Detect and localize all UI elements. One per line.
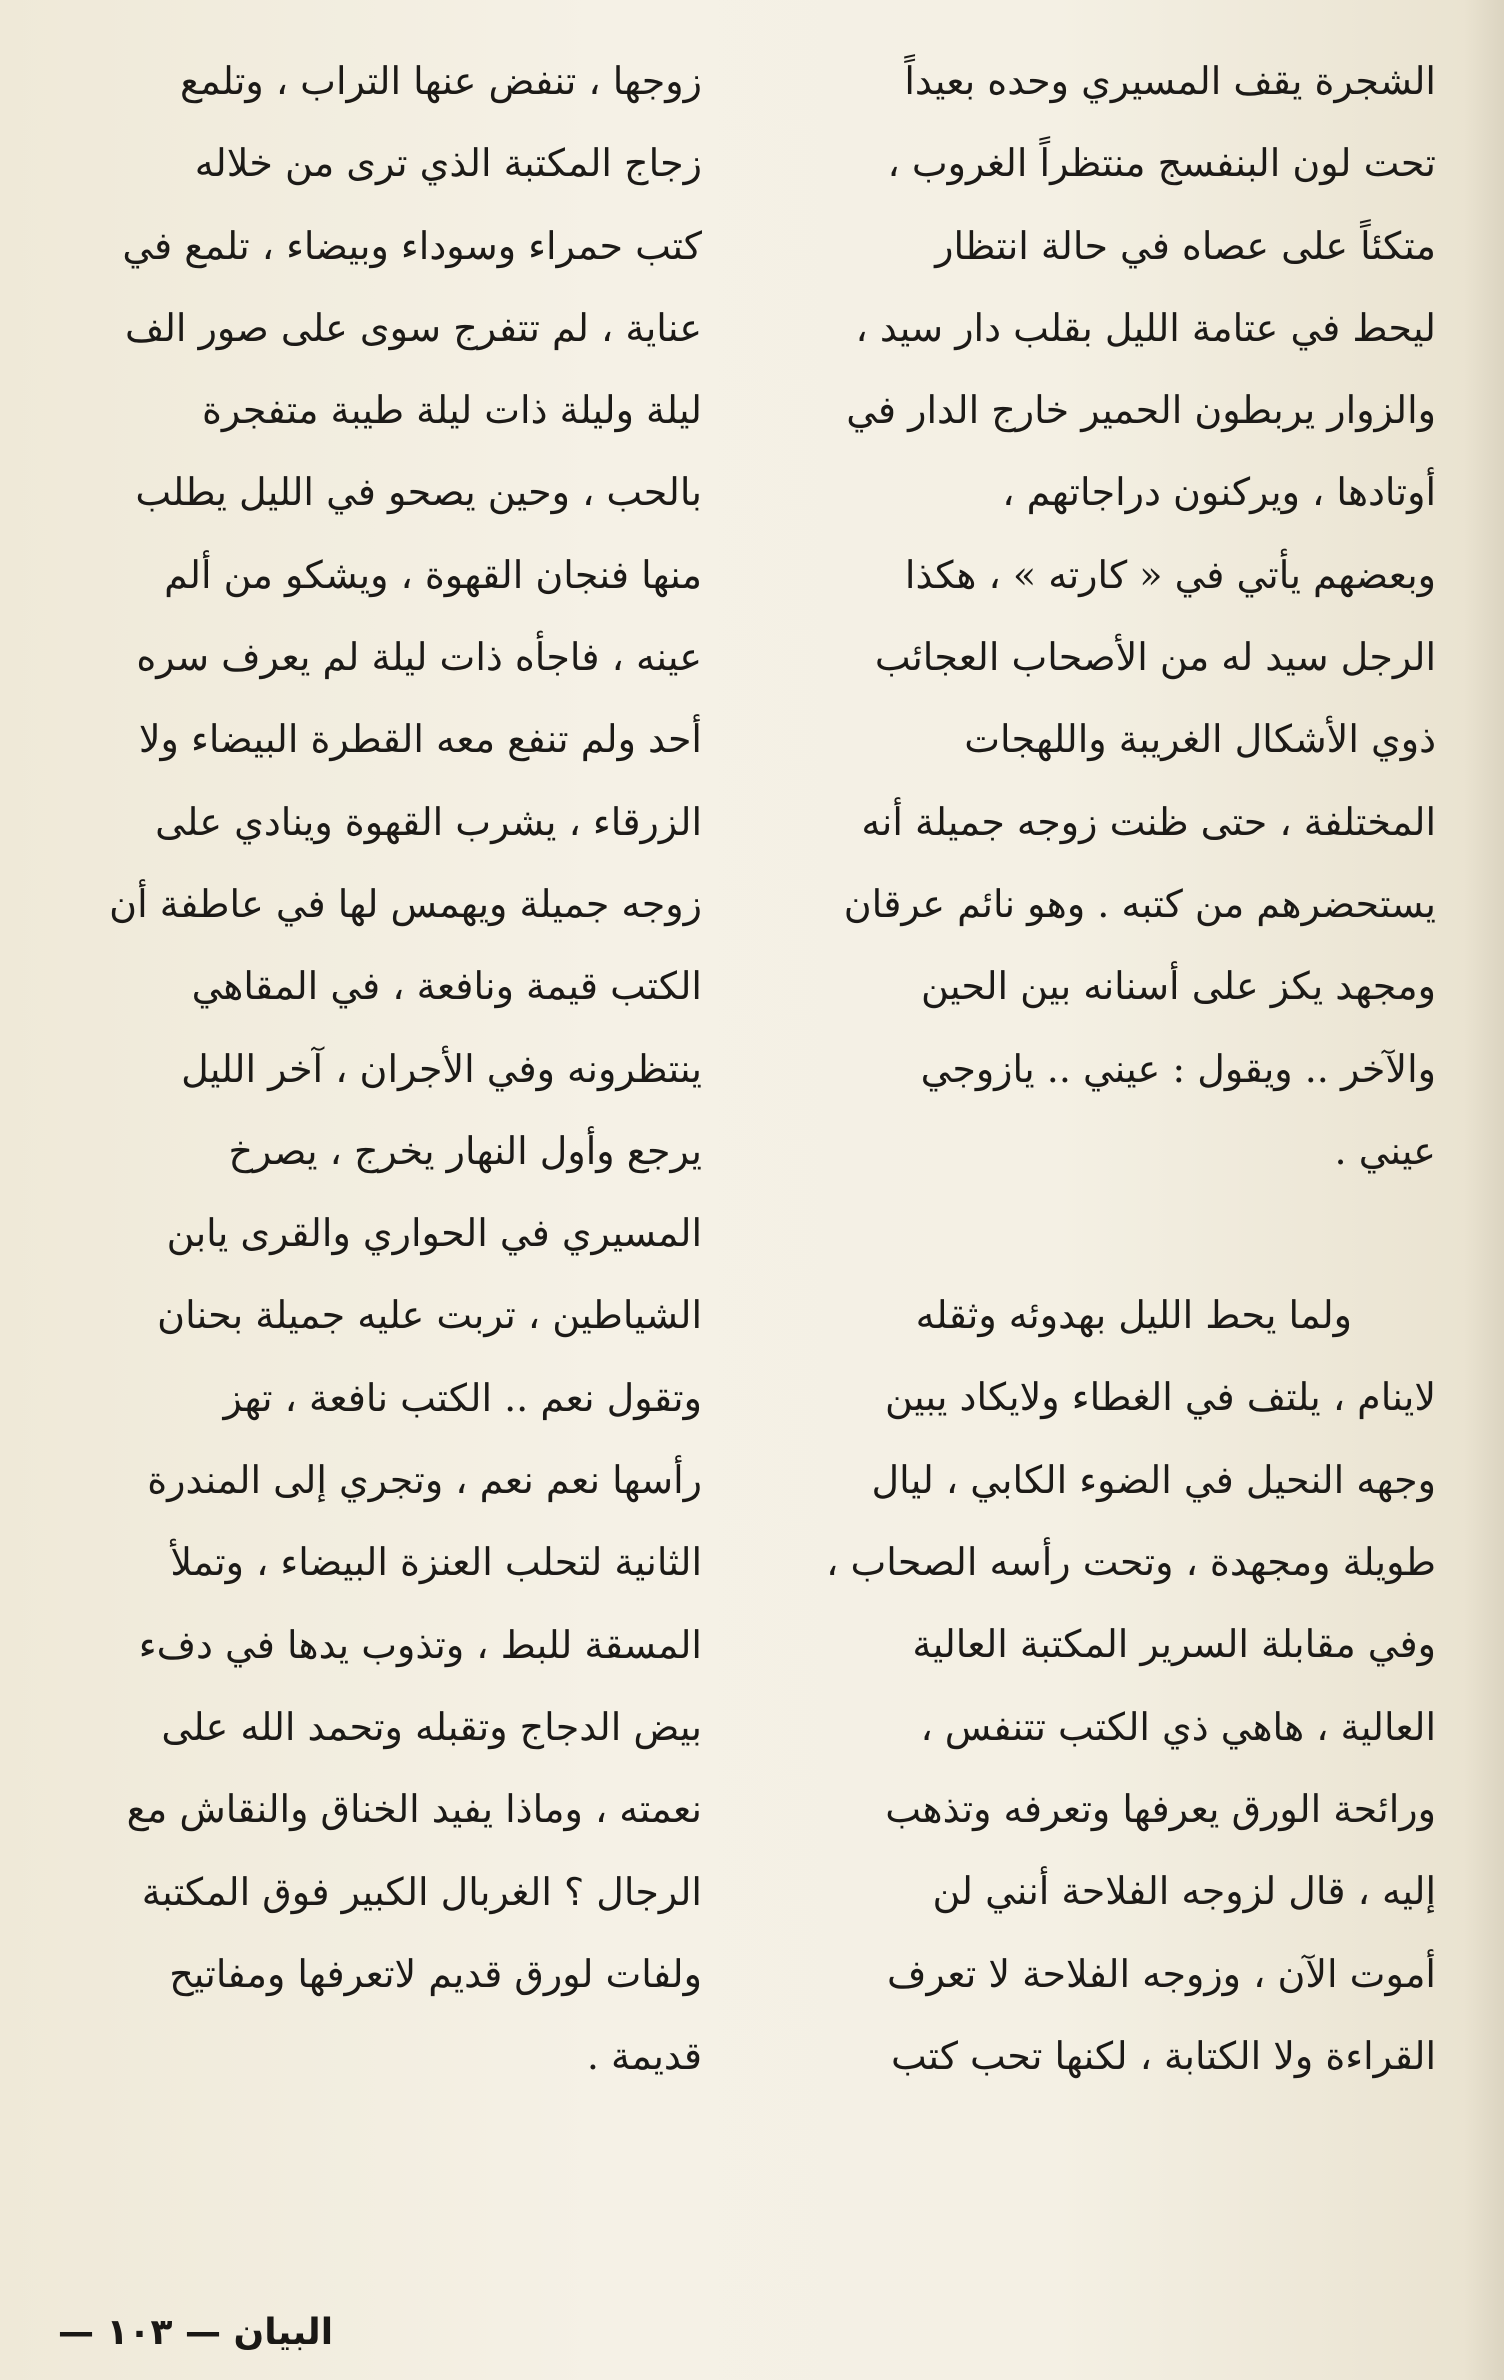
text-line: أحد ولم تنفع معه القطرة البيضاء ولا [138, 717, 702, 762]
text-line: أوتادها ، ويركنون دراجاتهم ، [1002, 470, 1436, 515]
text-line: ولفات لورق قديم لاتعرفها ومفاتيح [169, 1951, 702, 1996]
text-line: ومجهد يكز على أسنانه بين الحين [921, 964, 1436, 1009]
page-footer: البيان — ١٠٣ — [58, 2312, 334, 2353]
text-line: رأسها نعم نعم ، وتجري إلى المندرة [147, 1458, 702, 1503]
text-line: الكتب قيمة ونافعة ، في المقاهي [191, 964, 702, 1009]
text-line: منها فنجان القهوة ، ويشكو من ألم [164, 552, 702, 597]
text-line: عيني . [1334, 1128, 1436, 1173]
text-line: كتب حمراء وسوداء وبيضاء ، تلمع في [122, 223, 702, 268]
text-line: يرجع وأول النهار يخرج ، يصرخ [228, 1128, 702, 1173]
text-line: ولما يحط الليل بهدوئه وثقله [915, 1293, 1352, 1338]
text-line: أموت الآن ، وزوجه الفلاحة لا تعرف [887, 1951, 1436, 1996]
text-line: الزرقاء ، يشرب القهوة وينادي على [155, 799, 702, 844]
text-line: ذوي الأشكال الغريبة واللهجات [964, 717, 1436, 762]
text-line: زوجها ، تنفض عنها التراب ، وتلمع [180, 59, 702, 103]
page-edge-shadow [1464, 0, 1504, 2380]
text-line: الرجل سيد له من الأصحاب العجائب [874, 635, 1436, 680]
text-line: عينه ، فاجأه ذات ليلة لم يعرف سره [136, 635, 702, 680]
text-line: تحت لون البنفسج منتظراً الغروب ، [887, 141, 1436, 186]
text-line: بيض الدجاج وتقبله وتحمد الله على [161, 1704, 702, 1749]
left-text-column [62, 40, 702, 2097]
text-line: العالية ، هاهي ذي الكتب تتنفس ، [920, 1704, 1436, 1749]
paragraph-gap [796, 1192, 1436, 1274]
text-line: قديمة . [586, 2034, 702, 2079]
text-line: متكئاً على عصاه في حالة انتظار [935, 223, 1436, 268]
text-line: وبعضهم يأتي في « كارته » ، هكذا [904, 552, 1436, 597]
text-line: نعمته ، وماذا يفيد الخناق والنقاش مع [126, 1787, 702, 1832]
text-line: وتقول نعم .. الكتب نافعة ، تهز [223, 1375, 702, 1420]
text-line: طويلة ومجهدة ، وتحت رأسه الصحاب ، [826, 1540, 1436, 1585]
text-line: إليه ، قال لزوجه الفلاحة أنني لن [932, 1869, 1436, 1914]
text-line: ليحط في عتامة الليل بقلب دار سيد ، [855, 305, 1436, 350]
text-line: لاينام ، يلتف في الغطاء ولايكاد يبين [885, 1375, 1436, 1420]
text-line: الثانية لتحلب العنزة البيضاء ، وتملأ [170, 1540, 702, 1585]
text-line: الشجرة يقف المسيري وحده بعيداً [904, 59, 1436, 103]
text-line: المسيري في الحواري والقرى يابن [166, 1211, 702, 1256]
text-line: عناية ، لم تتفرج سوى على صور الف [125, 305, 702, 350]
text-line: زجاج المكتبة الذي ترى من خلاله [194, 141, 702, 186]
text-line: القراءة ولا الكتابة ، لكنها تحب كتب [891, 2033, 1436, 2078]
text-line: والزوار يربطون الحمير خارج الدار في [846, 388, 1436, 433]
text-line: الشياطين ، تربت عليه جميلة بحنان [157, 1293, 702, 1338]
right-text-column [796, 40, 1436, 2097]
text-line: المختلفة ، حتى ظنت زوجه جميلة أنه [861, 799, 1436, 844]
text-line: زوجه جميلة ويهمس لها في عاطفة أن [109, 881, 702, 926]
text-line: المسقة للبط ، وتذوب يدها في دفء [138, 1622, 702, 1667]
text-line: ينتظرونه وفي الأجران ، آخر الليل [181, 1046, 702, 1091]
text-line: وجهه النحيل في الضوء الكابي ، ليال [871, 1457, 1436, 1502]
text-line: الرجال ؟ الغربال الكبير فوق المكتبة [141, 1869, 702, 1914]
text-line: ورائحة الورق يعرفها وتعرفه وتذهب [885, 1786, 1436, 1831]
text-line: وفي مقابلة السرير المكتبة العالية [912, 1622, 1436, 1667]
text-line: بالحب ، وحين يصحو في الليل يطلب [135, 470, 702, 515]
text-line: والآخر .. ويقول : عيني .. يازوجي [920, 1046, 1436, 1091]
text-line: ليلة وليلة ذات ليلة طيبة متفجرة [202, 388, 702, 433]
text-line: يستحضرهم من كتبه . وهو نائم عرقان [843, 881, 1436, 926]
